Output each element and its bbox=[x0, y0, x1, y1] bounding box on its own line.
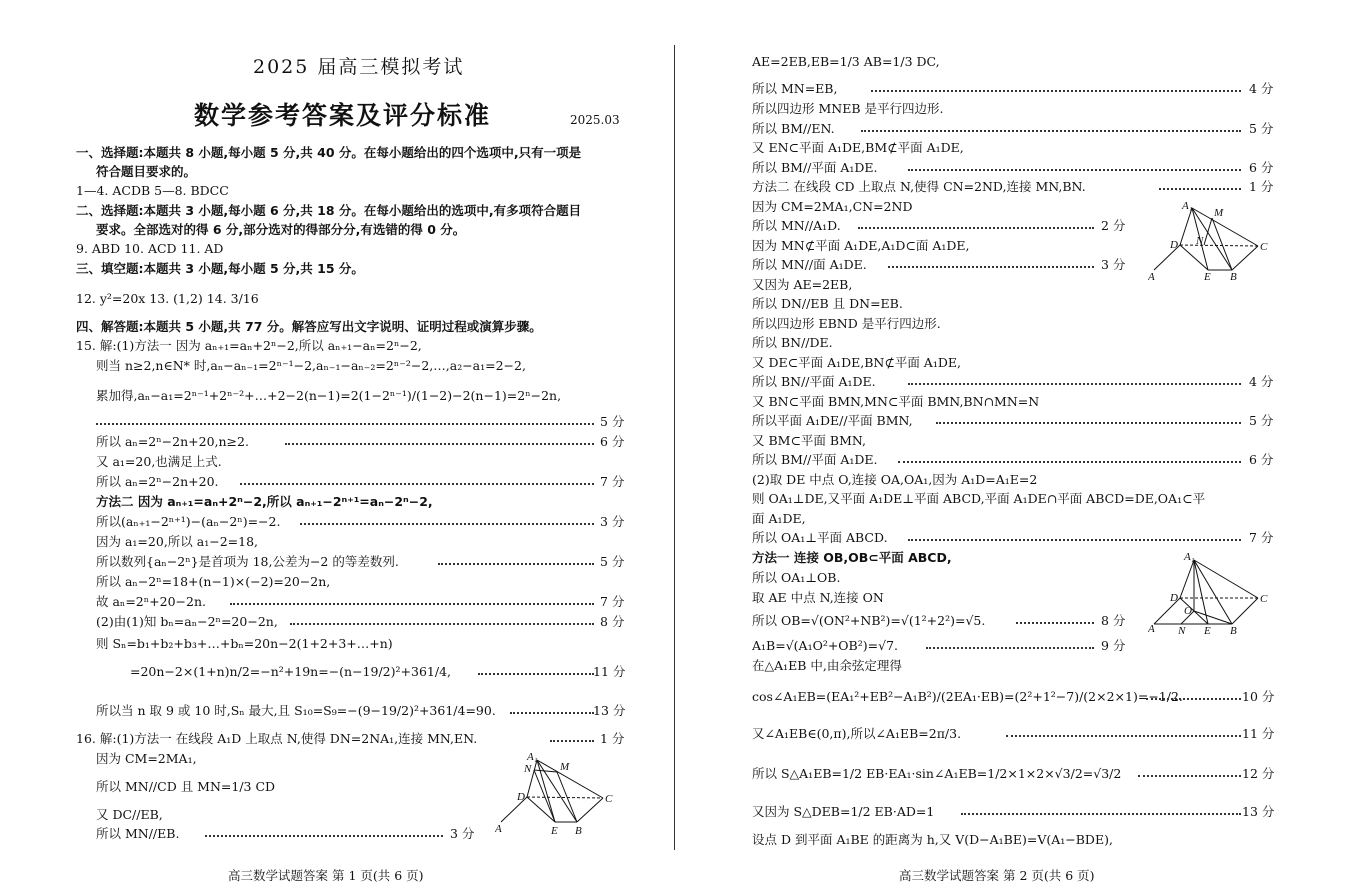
solution-line: 又 EN⊂平面 A₁DE,BM⊄平面 A₁DE, bbox=[752, 140, 964, 155]
solution-line: 所以 BN//平面 A₁DE. bbox=[752, 374, 876, 389]
solution-line: 所以 BN//DE. bbox=[752, 335, 833, 350]
fig2-label: E bbox=[1204, 271, 1211, 282]
solution-line: 又∠A₁EB∈(0,π),所以∠A₁EB=2π/3. bbox=[752, 726, 962, 741]
fig1-label: A₁ bbox=[527, 752, 538, 763]
solution-line: 因为 MN⊄平面 A₁DE,A₁D⊂面 A₁DE, bbox=[752, 238, 970, 253]
solution-line: 所以 OB=√(ON²+NB²)=√(1²+2²)=√5. bbox=[752, 613, 986, 628]
section-2-heading-cont: 要求。全部选对的得 6 分,部分选对的得部分分,有选错的得 0 分。 bbox=[96, 222, 466, 237]
score-leader bbox=[961, 813, 1241, 815]
solution-line: 所以 S△A₁EB=1/2 EB·EA₁·sin∠A₁EB=1/2×1×2×√3/2=√3/2 bbox=[752, 766, 1122, 781]
solution-line: 累加得,aₙ−a₁=2ⁿ⁻¹+2ⁿ⁻²+…+2−2(n−1)=2(1−2ⁿ⁻¹)/(1−2)−2(n−1)=2ⁿ−2n, bbox=[96, 388, 562, 403]
score-leader bbox=[1138, 775, 1241, 777]
fig1-label: A bbox=[495, 823, 502, 835]
exam-title: 2025 届高三模拟考试 bbox=[253, 56, 465, 78]
score: 1 分 bbox=[1249, 179, 1274, 194]
fig2-label: B bbox=[1230, 271, 1237, 282]
solution-line: 所以 BM//平面 A₁DE. bbox=[752, 160, 878, 175]
solution-line: 所以当 n 取 9 或 10 时,Sₙ 最大,且 S₁₀=S₉=−(9−19/2)²+361/4=90. bbox=[96, 703, 496, 718]
score-leader bbox=[871, 90, 1241, 92]
score-leader bbox=[205, 835, 443, 837]
score-leader bbox=[240, 483, 594, 485]
solution-line: (2)取 DE 中点 O,连接 OA,OA₁,因为 A₁D=A₁E=2 bbox=[752, 472, 1038, 487]
fig2-label: C bbox=[1260, 241, 1268, 253]
score-leader bbox=[1016, 622, 1094, 624]
doc-title: 数学参考答案及评分标准 bbox=[194, 101, 492, 130]
solution-line: 所以 DN//EB 且 DN=EB. bbox=[752, 296, 903, 311]
answer-line: 12. y²=20x 13. (1,2) 14. 3/16 bbox=[76, 291, 259, 306]
solution-line: 所以 MN//EB. bbox=[96, 826, 180, 841]
solution-line: 所以 aₙ=2ⁿ−2n+20. bbox=[96, 474, 219, 489]
score-leader bbox=[888, 266, 1094, 268]
fig1-label: C bbox=[605, 793, 613, 805]
score-leader bbox=[230, 603, 594, 605]
solution-line: 在△A₁EB 中,由余弦定理得 bbox=[752, 658, 902, 673]
solution-line: 方法一 连接 OB,OB⊂平面 ABCD, bbox=[752, 550, 952, 565]
solution-line: 又 a₁=20,也满足上式. bbox=[96, 454, 222, 469]
score-leader bbox=[926, 647, 1094, 649]
score: 6 分 bbox=[1249, 452, 1274, 467]
score-leader bbox=[908, 383, 1241, 385]
score-leader bbox=[290, 623, 594, 625]
fig2-label: A₁ bbox=[1182, 200, 1193, 212]
fig3-label: E bbox=[1204, 625, 1211, 636]
fig3-label: C bbox=[1260, 593, 1268, 605]
score: 6 分 bbox=[1249, 160, 1274, 175]
score-leader bbox=[300, 523, 594, 525]
solution-line: 所以四边形 EBND 是平行四边形. bbox=[752, 316, 941, 331]
score-leader bbox=[478, 673, 594, 675]
solution-line: 因为 a₁=20,所以 a₁−2=18, bbox=[96, 534, 259, 549]
footer-page-1: 高三数学试题答案 第 1 页(共 6 页) bbox=[228, 868, 424, 883]
score-leader bbox=[858, 227, 1094, 229]
score: 12 分 bbox=[1242, 766, 1275, 781]
score: 9 分 bbox=[1101, 638, 1126, 653]
solution-line: 方法二 因为 aₙ₊₁=aₙ+2ⁿ−2,所以 aₙ₊₁−2ⁿ⁺¹=aₙ−2ⁿ−2, bbox=[96, 494, 433, 509]
solution-line: 所以 BM//平面 A₁DE. bbox=[752, 452, 878, 467]
score: 7 分 bbox=[600, 474, 625, 489]
fig2-label: N bbox=[1196, 235, 1204, 247]
solution-line: 所以 aₙ−2ⁿ=18+(n−1)×(−2)=20−2n, bbox=[96, 574, 331, 589]
solution-line: 则 Sₙ=b₁+b₂+b₃+…+bₙ=20n−2(1+2+3+…+n) bbox=[96, 636, 393, 651]
fig3-label: D bbox=[1170, 592, 1178, 604]
score: 1 分 bbox=[600, 731, 625, 746]
score: 8 分 bbox=[1101, 613, 1126, 628]
score: 13 分 bbox=[593, 703, 626, 718]
solution-line: (2)由(1)知 bₙ=aₙ−2ⁿ=20−2n, bbox=[96, 614, 278, 629]
solution-line: AE=2EB,EB=1/3 AB=1/3 DC, bbox=[752, 54, 940, 69]
fig3-label: N bbox=[1178, 625, 1186, 636]
solution-line: 故 aₙ=2ⁿ+20−2n. bbox=[96, 594, 206, 609]
geometry-figure-3 bbox=[1148, 550, 1278, 636]
score: 8 分 bbox=[600, 614, 625, 629]
score-leader bbox=[1159, 188, 1241, 190]
solution-line: 因为 CM=2MA₁, bbox=[96, 751, 197, 766]
solution-line: 所以 aₙ=2ⁿ−2n+20,n≥2. bbox=[96, 434, 249, 449]
section-3-heading: 三、填空题:本题共 3 小题,每小题 5 分,共 15 分。 bbox=[76, 261, 364, 276]
fig2-label: A bbox=[1148, 271, 1155, 282]
doc-date: 2025.03 bbox=[570, 113, 620, 127]
fig3-label: A₁ bbox=[1184, 551, 1195, 563]
solution-line: A₁B=√(A₁O²+OB²)=√7. bbox=[752, 638, 898, 653]
solution-line: 则 OA₁⊥DE,又平面 A₁DE⊥平面 ABCD,平面 A₁DE∩平面 ABCD=DE,OA₁⊂平 bbox=[752, 491, 1206, 506]
solution-line: 设点 D 到平面 A₁BE 的距离为 h,又 V(D−A₁BE)=V(A₁−BDE), bbox=[752, 832, 1113, 847]
footer-page-2: 高三数学试题答案 第 2 页(共 6 页) bbox=[899, 868, 1095, 883]
fig2-label: D bbox=[1170, 239, 1178, 251]
solution-line: 又 BN⊂平面 BMN,MN⊂平面 BMN,BN∩MN=N bbox=[752, 394, 1040, 409]
section-4-heading: 四、解答题:本题共 5 小题,共 77 分。解答应写出文字说明、证明过程或演算步骤。 bbox=[76, 319, 542, 334]
section-2-heading: 二、选择题:本题共 3 小题,每小题 6 分,共 18 分。在每小题给出的选项中,有多项符合题目 bbox=[76, 203, 582, 218]
solution-line: 所以 OA₁⊥平面 ABCD. bbox=[752, 530, 888, 545]
score: 11 分 bbox=[593, 664, 626, 679]
solution-line: 又 DC//EB, bbox=[96, 807, 163, 822]
score: 7 分 bbox=[1249, 530, 1274, 545]
solution-line: 又 BM⊂平面 BMN, bbox=[752, 433, 867, 448]
score-leader bbox=[1146, 698, 1241, 700]
solution-line: 又因为 AE=2EB, bbox=[752, 277, 853, 292]
answer-line: 1—4. ACDB 5—8. BDCC bbox=[76, 183, 229, 198]
solution-line: 面 A₁DE, bbox=[752, 511, 806, 526]
fig3-label: A bbox=[1148, 623, 1155, 635]
solution-line: 16. 解:(1)方法一 在线段 A₁D 上取点 N,使得 DN=2NA₁,连接 MN,EN. bbox=[76, 731, 478, 746]
score-leader bbox=[1006, 735, 1241, 737]
solution-line: 又因为 S△DEB=1/2 EB·AD=1 bbox=[752, 804, 935, 819]
score: 2 分 bbox=[1101, 218, 1126, 233]
score: 6 分 bbox=[600, 434, 625, 449]
solution-line: 所以 MN//A₁D. bbox=[752, 218, 841, 233]
score-leader bbox=[510, 712, 594, 714]
score: 5 分 bbox=[1249, 413, 1274, 428]
score-leader bbox=[936, 422, 1241, 424]
fig1-label: D bbox=[517, 791, 525, 803]
score: 5 分 bbox=[600, 554, 625, 569]
score: 3 分 bbox=[1101, 257, 1126, 272]
solution-line: 所以 MN=EB, bbox=[752, 81, 838, 96]
fig1-label: E bbox=[551, 825, 558, 837]
solution-line: 15. 解:(1)方法一 因为 aₙ₊₁=aₙ+2ⁿ−2,所以 aₙ₊₁−aₙ=2ⁿ−2, bbox=[76, 338, 422, 353]
geometry-figure-1 bbox=[495, 752, 620, 837]
fig3-label: B bbox=[1230, 625, 1237, 636]
fig2-label: M bbox=[1214, 207, 1224, 219]
score: 10 分 bbox=[1242, 689, 1275, 704]
section-1-heading: 一、选择题:本题共 8 小题,每小题 5 分,共 40 分。在每小题给出的四个选项中,只有一项是 bbox=[76, 145, 582, 160]
score-leader bbox=[438, 563, 594, 565]
score: 5 分 bbox=[1249, 121, 1274, 136]
solution-line: 所以 BM//EN. bbox=[752, 121, 835, 136]
solution-line: 又 DE⊂平面 A₁DE,BN⊄平面 A₁DE, bbox=[752, 355, 961, 370]
geometry-figure-2 bbox=[1148, 200, 1278, 282]
score: 13 分 bbox=[1242, 804, 1275, 819]
fig1-label: N bbox=[524, 763, 532, 775]
solution-line: 方法二 在线段 CD 上取点 N,使得 CN=2ND,连接 MN,BN. bbox=[752, 179, 1086, 194]
solution-line: 所以四边形 MNEB 是平行四边形. bbox=[752, 101, 944, 116]
solution-line: =20n−2×(1+n)n/2=−n²+19n=−(n−19/2)²+361/4, bbox=[130, 664, 451, 679]
score-leader bbox=[908, 169, 1241, 171]
score-leader bbox=[550, 740, 594, 742]
score-leader bbox=[908, 539, 1241, 541]
fig1-label: B bbox=[575, 825, 582, 837]
answer-line: 9. ABD 10. ACD 11. AD bbox=[76, 241, 224, 256]
page-2 bbox=[676, 0, 1350, 896]
score: 7 分 bbox=[600, 594, 625, 609]
solution-line: 所以(aₙ₊₁−2ⁿ⁺¹)−(aₙ−2ⁿ)=−2. bbox=[96, 514, 281, 529]
score: 4 分 bbox=[1249, 374, 1274, 389]
solution-line: 所以平面 A₁DE//平面 BMN, bbox=[752, 413, 913, 428]
score-leader bbox=[96, 423, 594, 425]
score: 3 分 bbox=[600, 514, 625, 529]
score-leader bbox=[898, 461, 1241, 463]
score: 4 分 bbox=[1249, 81, 1274, 96]
score: 5 分 bbox=[600, 414, 625, 429]
fig3-label: O bbox=[1184, 605, 1192, 617]
fig1-label: M bbox=[560, 761, 570, 773]
solution-line: 所以 MN//面 A₁DE. bbox=[752, 257, 867, 272]
score-leader bbox=[285, 443, 594, 445]
solution-line: 因为 CM=2MA₁,CN=2ND bbox=[752, 199, 913, 214]
score: 3 分 bbox=[450, 826, 475, 841]
solution-line: 则当 n≥2,n∈N* 时,aₙ−aₙ₋₁=2ⁿ⁻¹−2,aₙ₋₁−aₙ₋₂=2ⁿ⁻²−2,…,a₂−a₁=2−2, bbox=[96, 358, 526, 373]
solution-line: 所以 MN//CD 且 MN=1/3 CD bbox=[96, 779, 276, 794]
score-leader bbox=[861, 130, 1241, 132]
score: 11 分 bbox=[1242, 726, 1275, 741]
section-1-heading-cont: 符合题目要求的。 bbox=[96, 164, 197, 179]
solution-line: 所以 OA₁⊥OB. bbox=[752, 570, 841, 585]
solution-line: 取 AE 中点 N,连接 ON bbox=[752, 590, 884, 605]
solution-line: cos∠A₁EB=(EA₁²+EB²−A₁B²)/(2EA₁·EB)=(2²+1²−7)/(2×2×1)=−1/2. bbox=[752, 689, 1183, 704]
solution-line: 所以数列{aₙ−2ⁿ}是首项为 18,公差为−2 的等差数列. bbox=[96, 554, 399, 569]
